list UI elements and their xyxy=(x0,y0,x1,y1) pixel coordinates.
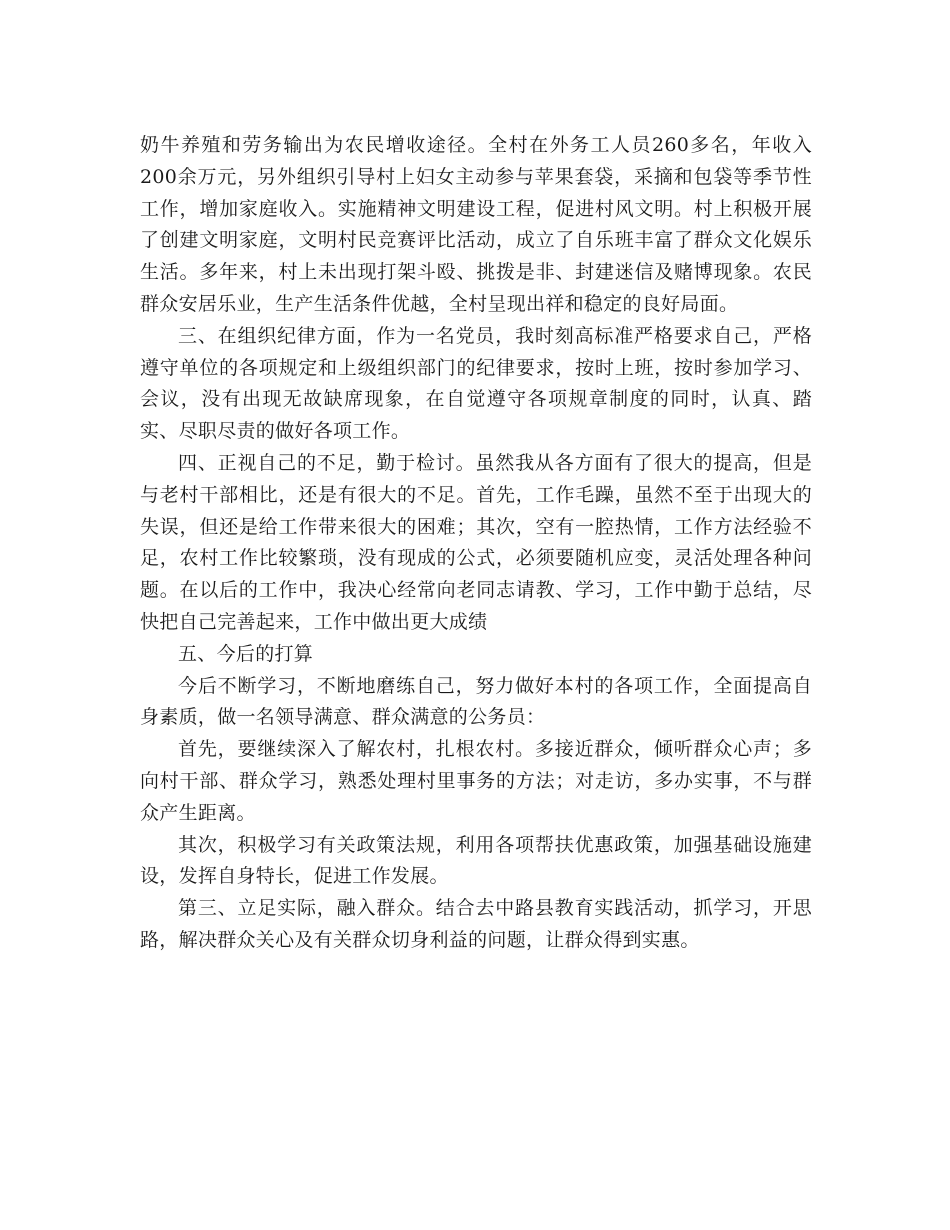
paragraph-shortcomings: 四、正视自己的不足，勤于检讨。虽然我从各方面有了很大的提高，但是与老村干部相比，还是有很大的不足。首先，工作毛躁，虽然不至于出现大的失误，但还是给工作带来很大的困难；其次，空有一腔热情，工作方法经验不足，农村工作比较繁琐，没有现成的公式，必须要随机应变，灵活处理各种问题。在以后的工作中，我决心经常向老同志请教、学习，工作中勤于总结，尽快把自己完善起来，工作中做出更大成绩 xyxy=(140,451,812,633)
paragraph-organizational-discipline: 三、在组织纪律方面，作为一名党员，我时刻高标准严格要求自己，严格遵守单位的各项规定和上级组织部门的纪律要求，按时上班，按时参加学习、会议，没有出现无故缺席现象，在自觉遵守各项规章制度的同时，认真、踏实、尽职尽责的做好各项工作。 xyxy=(140,324,812,443)
section-heading-future-plans: 五、今后的打算 xyxy=(178,642,314,665)
paragraph-plan-third: 第三、立足实际，融入群众。结合去中路县教育实践活动，抓学习，开思路，解决群众关心及有关群众切身利益的问题，让群众得到实惠。 xyxy=(140,897,812,951)
paragraph-future-plans-intro: 今后不断学习，不断地磨练自己，努力做好本村的各项工作，全面提高自身素质，做一名领导满意、群众满意的公务员： xyxy=(140,674,812,729)
document-body xyxy=(140,130,812,957)
paragraph-income-and-civilization: 奶牛养殖和劳务输出为农民增收途径。全村在外务工人员260多名，年收入200余万元，另外组织引导村上妇女主动参与苹果套袋，采摘和包袋等季节性工作，增加家庭收入。实施精神文明建设工程，促进村风文明。村上积极开展了创建文明家庭，文明村民竞赛评比活动，成立了自乐班丰富了群众文化娱乐生活。多年来，村上未出现打架斗殴、挑拨是非、封建迷信及赌博现象。农民群众安居乐业，生产生活条件优越，全村呈现出祥和稳定的良好局面。 xyxy=(140,134,812,315)
paragraph-plan-first: 首先，要继续深入了解农村，扎根农村。多接近群众，倾听群众心声；多向村干部、群众学习，熟悉处理村里事务的方法；对走访，多办实事，不与群众产生距离。 xyxy=(140,738,812,824)
paragraph-plan-second: 其次，积极学习有关政策法规，利用各项帮扶优惠政策，加强基础设施建设，发挥自身特长，促进工作发展。 xyxy=(140,833,812,888)
